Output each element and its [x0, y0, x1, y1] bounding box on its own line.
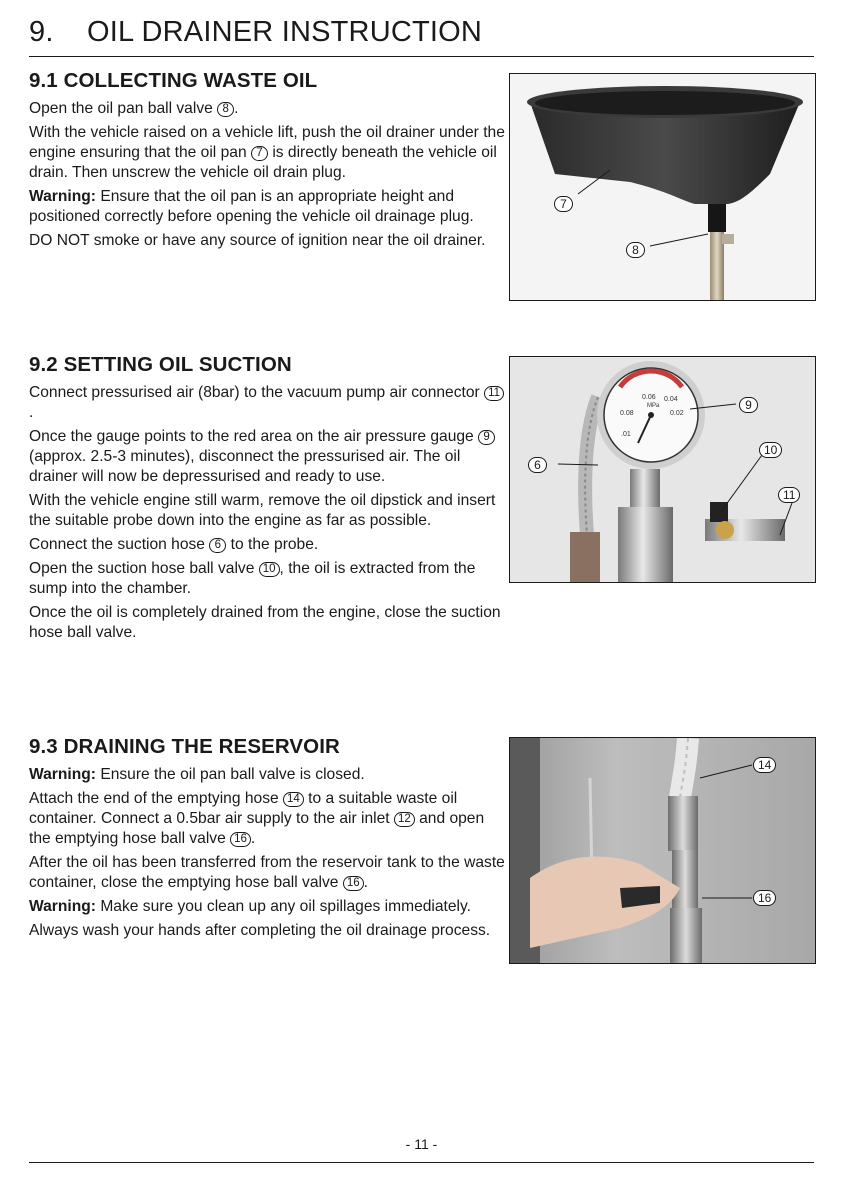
paragraph: Once the gauge points to the red area on the air pressure gauge 9 (approx. 2.5-3 minutes), disconnect the pressurised air. The oil drainer will now be depressurised and ready to use.	[29, 427, 507, 487]
section-draining-reservoir	[29, 735, 507, 945]
gauge-tick-label: 0.06	[642, 394, 656, 401]
component-ref: 16	[343, 876, 364, 891]
warning-label: Warning:	[29, 898, 96, 915]
paragraph: Always wash your hands after completing the oil drainage process.	[29, 922, 491, 939]
component-ref: 6	[209, 538, 226, 553]
warning-paragraph: Warning: Ensure the oil pan ball valve is closed.	[29, 766, 365, 783]
warning-paragraph: Warning: Make sure you clean up any oil spillages immediately.	[29, 898, 471, 915]
paragraph: With the vehicle engine still warm, remove the oil dipstick and insert the suitable probe down into the engine as far as possible.	[29, 492, 496, 529]
paragraph: Connect pressurised air (8bar) to the vacuum pump air connector 11.	[29, 383, 507, 423]
component-ref: 16	[230, 832, 251, 847]
component-ref: 8	[217, 102, 234, 117]
callout-11: 11	[778, 487, 800, 503]
paragraph: DO NOT smoke or have any source of ignition near the oil drainer.	[29, 232, 486, 249]
callout-9: 9	[739, 397, 758, 413]
gauge-tick-label: .01	[621, 431, 631, 438]
figure-oil-pan	[509, 73, 816, 301]
component-ref: 11	[484, 386, 504, 401]
component-ref: 7	[251, 146, 268, 161]
callout-7: 7	[554, 196, 573, 212]
section-collecting-waste-oil	[29, 69, 507, 255]
section-heading: 9.1 COLLECTING WASTE OIL	[29, 69, 318, 92]
warning-label: Warning:	[29, 188, 96, 205]
paragraph: Once the oil is completely drained from the engine, close the suction hose ball valve.	[29, 604, 501, 641]
gauge-illustration	[510, 357, 815, 582]
section-heading: 9.2 SETTING OIL SUCTION	[29, 353, 292, 376]
title-divider	[29, 56, 814, 57]
paragraph: Open the oil pan ball valve 8 .	[29, 100, 239, 117]
page-title-number: 9.	[29, 16, 54, 48]
gauge-tick-label: 0.04	[664, 396, 678, 403]
callout-14: 14	[753, 757, 776, 773]
paragraph: Connect the suction hose 6 to the probe.	[29, 536, 319, 553]
component-ref: 10	[259, 562, 280, 577]
footer-divider	[29, 1162, 814, 1163]
component-ref: 9	[478, 430, 495, 445]
paragraph: Attach the end of the emptying hose 14 to a suitable waste oil container. Connect a 0.5bar air supply to the air inlet 12 and open the emptying hose ball valve 16 .	[29, 790, 485, 847]
paragraph: With the vehicle raised on a vehicle lift, push the oil drainer under the engine ensuring that the oil pan 7 is directly beneath the vehicle oil drain. Then unscrew the vehicle oil drain plug.	[29, 124, 505, 181]
warning-label: Warning:	[29, 766, 96, 783]
warning-paragraph: Warning: Ensure that the oil pan is an appropriate height and positioned correctly before opening the vehicle oil drainage plug.	[29, 188, 474, 225]
page-title	[29, 16, 482, 49]
page-number: - 11 -	[405, 1136, 438, 1152]
callout-8: 8	[626, 242, 645, 258]
gauge-unit-label: MPa	[647, 403, 660, 409]
page-title-text: OIL DRAINER INSTRUCTION	[87, 16, 483, 48]
oil-pan-illustration	[510, 74, 815, 300]
paragraph: Open the suction hose ball valve 10 , the oil is extracted from the sump into the chamber.	[29, 560, 476, 597]
section-setting-oil-suction	[29, 353, 507, 647]
section-heading: 9.3 DRAINING THE RESERVOIR	[29, 735, 340, 758]
figure-emptying-hose	[509, 737, 816, 964]
gauge-tick-label: 0.08	[620, 410, 634, 417]
figure-suction-gauge	[509, 356, 816, 583]
paragraph: After the oil has been transferred from the reservoir tank to the waste container, close the emptying hose ball valve 16 .	[29, 854, 505, 891]
callout-10: 10	[759, 442, 782, 458]
gauge-tick-label: 0.02	[670, 410, 684, 417]
component-ref: 12	[394, 812, 415, 827]
callout-16: 16	[753, 890, 776, 906]
component-ref: 14	[283, 792, 304, 807]
callout-6: 6	[528, 457, 547, 473]
